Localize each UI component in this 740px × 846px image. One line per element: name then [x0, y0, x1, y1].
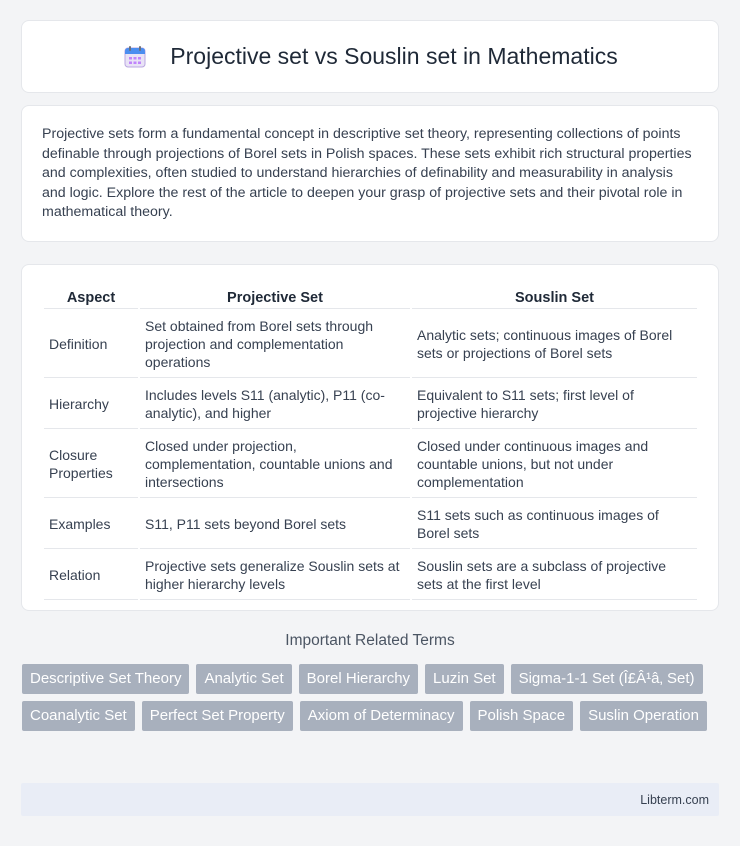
- intro-card: [21, 105, 719, 242]
- row-souslin: S11 sets such as continuous images of Borel sets: [412, 500, 697, 549]
- table-row: [44, 431, 697, 498]
- row-projective: Includes levels S11 (analytic), P11 (co-analytic), and higher: [140, 380, 410, 429]
- tag-borel-hierarchy[interactable]: Borel Hierarchy: [299, 664, 418, 694]
- row-aspect: Hierarchy: [44, 380, 138, 429]
- intro-paragraph: Projective sets form a fundamental concept in descriptive set theory, representing collections of points definable through projections of Borel sets in Polish spaces. These sets exhibit rich structural properties and complexities, often studied to understand hierarchies of definability and measurability in analysis and logic. Explore the rest of the article to deepen your grasp of projective sets and their pivotal role in mathematical theory.: [42, 126, 692, 220]
- footer: [21, 783, 719, 816]
- related-terms-list: [22, 664, 722, 738]
- tag-analytic-set[interactable]: Analytic Set: [196, 664, 291, 694]
- tag-sigma-1-1-set[interactable]: Sigma-1-1 Set (Î£Â¹â‚ Set): [511, 664, 703, 694]
- row-souslin: Closed under continuous images and countable unions, but not under complementation: [412, 431, 697, 498]
- title-card: [21, 20, 719, 93]
- tag-coanalytic-set[interactable]: Coanalytic Set: [22, 701, 135, 731]
- row-aspect: Definition: [44, 311, 138, 378]
- tag-polish-space[interactable]: Polish Space: [470, 701, 574, 731]
- table-header-row: [44, 287, 697, 309]
- footer-site-link[interactable]: Libterm.com: [640, 792, 709, 807]
- row-aspect: Examples: [44, 500, 138, 549]
- row-projective: Projective sets generalize Souslin sets at higher hierarchy levels: [140, 551, 410, 600]
- page-title: Projective set vs Souslin set in Mathematics: [170, 43, 618, 69]
- header-souslin-set: Souslin Set: [412, 287, 697, 309]
- row-projective: Closed under projection, complementation, countable unions and intersections: [140, 431, 410, 498]
- related-terms-title: Important Related Terms: [285, 632, 455, 649]
- header-aspect: Aspect: [44, 287, 138, 309]
- tag-suslin-operation[interactable]: Suslin Operation: [580, 701, 707, 731]
- tag-axiom-of-determinacy[interactable]: Axiom of Determinacy: [300, 701, 463, 731]
- row-projective: Set obtained from Borel sets through projection and complementation operations: [140, 311, 410, 378]
- tag-descriptive-set-theory[interactable]: Descriptive Set Theory: [22, 664, 189, 694]
- row-souslin: Equivalent to S11 sets; first level of projective hierarchy: [412, 380, 697, 429]
- tag-perfect-set-property[interactable]: Perfect Set Property: [142, 701, 293, 731]
- tag-luzin-set[interactable]: Luzin Set: [425, 664, 504, 694]
- calendar-icon: [122, 44, 148, 70]
- row-projective: S11, P11 sets beyond Borel sets: [140, 500, 410, 549]
- table-row: [44, 311, 697, 378]
- table-row: [44, 380, 697, 429]
- comparison-card: [21, 264, 719, 611]
- table-row: [44, 551, 697, 600]
- row-aspect: Closure Properties: [44, 431, 138, 498]
- row-souslin: Souslin sets are a subclass of projective sets at the first level: [412, 551, 697, 600]
- header-projective-set: Projective Set: [140, 287, 410, 309]
- comparison-table: [42, 285, 699, 602]
- row-aspect: Relation: [44, 551, 138, 600]
- table-row: [44, 500, 697, 549]
- row-souslin: Analytic sets; continuous images of Borel sets or projections of Borel sets: [412, 311, 697, 378]
